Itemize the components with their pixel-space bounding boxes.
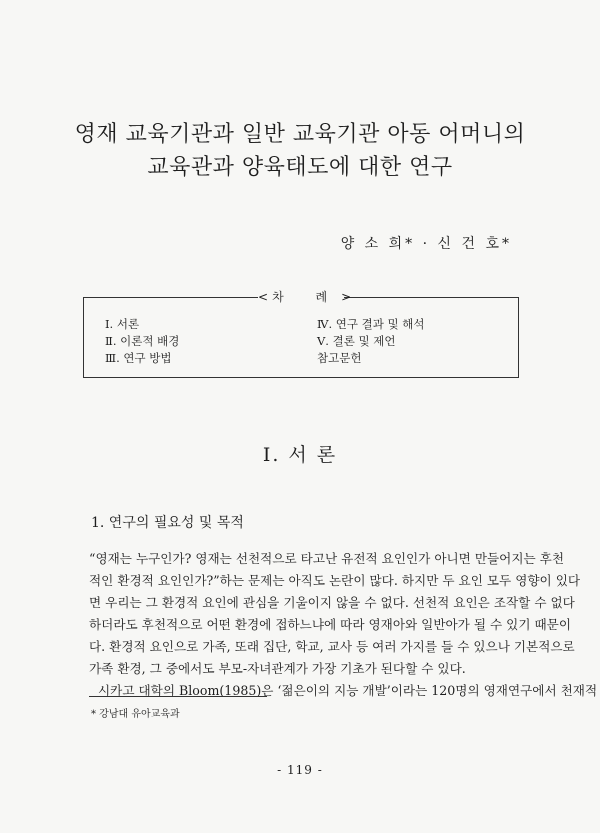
- body-line-4: 하더라도 후천적으로 어떤 환경에 접하느냐에 따라 영재아와 일반아가 될 수 있기 때문이: [89, 617, 571, 632]
- authors: 양 소 희* · 신 건 호*: [340, 236, 512, 252]
- body-line-6: 가족 환경, 그 중에서도 부모-자녀관계가 가장 기초가 된다할 수 있다.: [89, 661, 466, 676]
- toc-item-method: Ⅲ. 연구 방법: [105, 351, 172, 365]
- subsection-heading: 1. 연구의 필요성 및 목적: [91, 515, 244, 531]
- footnote-rule: [89, 696, 267, 697]
- table-of-contents: [83, 290, 519, 378]
- toc-item-theory: Ⅱ. 이론적 배경: [105, 334, 180, 348]
- toc-item-results: Ⅳ. 연구 결과 및 해석: [317, 317, 425, 331]
- paper-title-line-1: 영재 교육기관과 일반 교육기관 아동 어머니의: [74, 122, 526, 147]
- toc-top-border-right: [344, 297, 519, 298]
- paper-title-line-2: 교육관과 양육태도에 대한 연구: [147, 155, 453, 180]
- footnote: * 강남대 유아교육과: [91, 709, 180, 720]
- toc-item-conclusion: Ⅴ. 결론 및 제언: [317, 334, 396, 348]
- body-line-7: 시카고 대학의 Bloom(1985)은 ‘젊은이의 지능 개발’이라는 120명의 영재연구에서 천재적: [98, 683, 598, 698]
- toc-heading-text: 차 례: [272, 290, 342, 304]
- toc-item-introduction: Ⅰ. 서론: [105, 317, 140, 331]
- body-line-1: “영재는 누구인가? 영재는 선천적으로 타고난 유전적 요인인가 아니면 만들어지는 후천: [89, 551, 565, 566]
- section-heading: Ⅰ. 서 론: [262, 444, 338, 466]
- page-number: - 119 -: [277, 763, 323, 777]
- body-line-3: 면 우리는 그 환경적 요인에 관심을 기울이지 않을 수 없다. 선천적 요인은 조작할 수 없다: [89, 595, 575, 610]
- toc-heading: < 차 례>: [258, 290, 352, 304]
- body-line-2: 적인 환경적 요인인가?”하는 문제는 아직도 논란이 많다. 하지만 두 요인 모두 영향이 있다: [89, 573, 581, 588]
- toc-top-border-left: [83, 297, 258, 298]
- body-line-5: 다. 환경적 요인으로 가족, 또래 집단, 학교, 교사 등 여러 가지를 들 수 있으나 기본적으로: [89, 639, 575, 654]
- toc-item-references: 참고문헌: [317, 351, 362, 365]
